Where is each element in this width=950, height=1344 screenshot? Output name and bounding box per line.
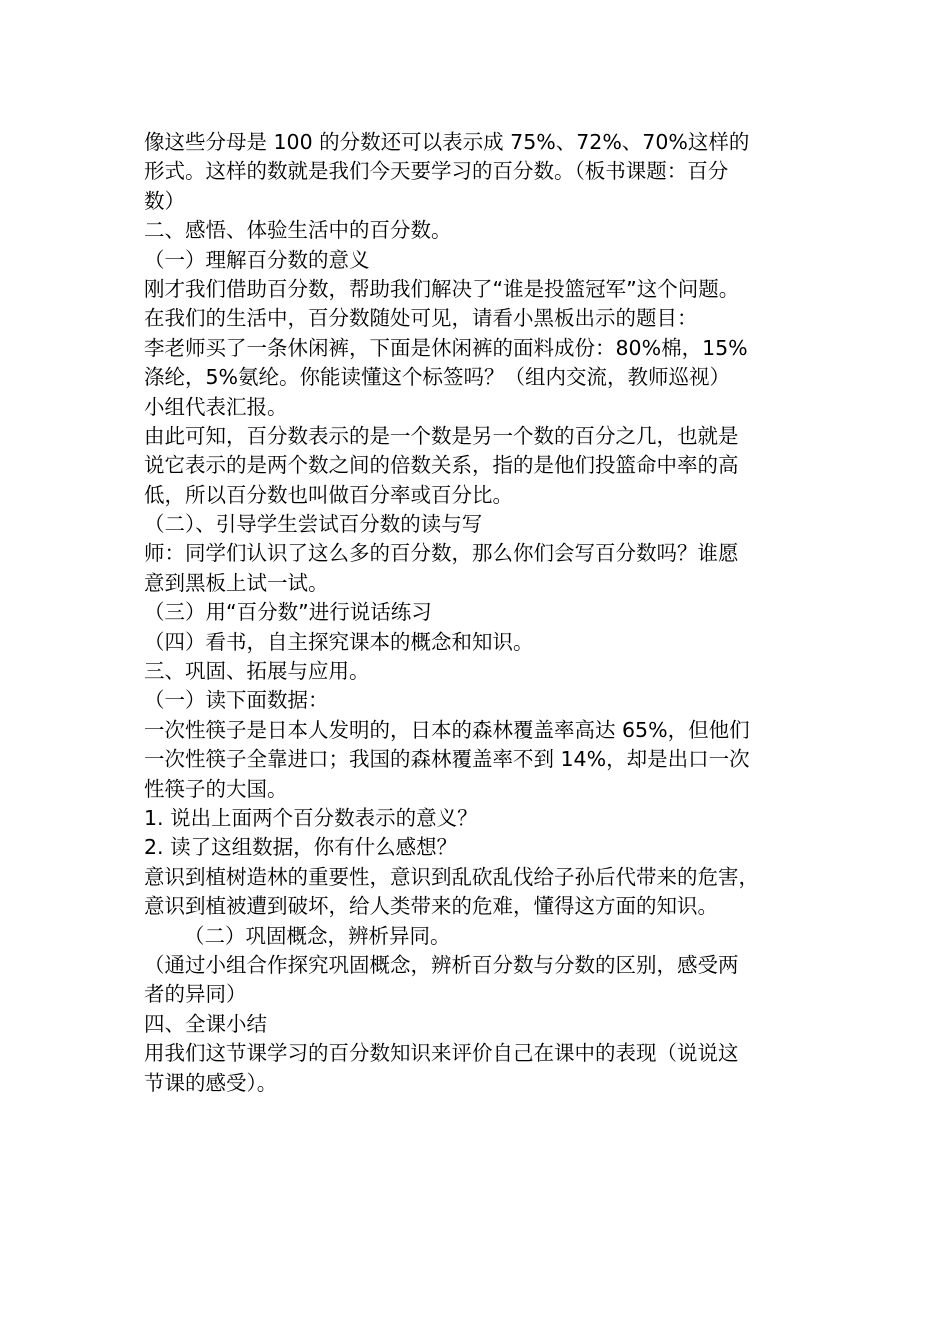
text-line: 像这些分母是 100 的分数还可以表示成 75%、72%、70%这样的 [144,130,750,154]
text-line: 李老师买了一条休闲裤，下面是休闲裤的面料成份：80%棉，15% [144,335,748,360]
document-body [144,128,808,1098]
question-item: 2. 读了这组数据，你有什么感想？ [144,835,458,860]
text-line: 由此可知，百分数表示的是一个数是另一个数的百分之几，也就是 [144,423,739,448]
subsection-heading: （二）巩固概念，辨析异同。 [184,923,451,948]
section-heading: 四、全课小结 [144,1011,267,1036]
text-line: 一次性筷子是日本人发明的，日本的森林覆盖率高达 65%，但他们 [144,717,750,742]
text-line: 一次性筷子全靠进口；我国的森林覆盖率不到 14%，却是出口一次 [144,747,750,772]
text-line: （通过小组合作探究巩固概念，辨析百分数与分数的区别，感受两 [144,952,739,977]
text-line: 刚才我们借助百分数，帮助我们解决了“谁是投篮冠军”这个问题。 [144,276,740,301]
text-line: 数） [144,188,185,213]
subsection-heading: （二）、引导学生尝试百分数的读与写 [144,512,483,537]
text-line: 节课的感受）。 [144,1070,278,1095]
text-line: 意识到植被遭到破坏，给人类带来的危难，懂得这方面的知识。 [144,894,718,919]
text-line: 说它表示的是两个数之间的倍数关系，指的是他们投篮命中率的高 [144,453,739,478]
text-line: 用我们这节课学习的百分数知识来评价自己在课中的表现（说说这 [144,1041,739,1066]
subsection-heading: （三）用“百分数”进行说话练习 [144,600,432,625]
text-line: 小组代表汇报。 [144,394,288,419]
subsection-heading: （四）看书，自主探究课本的概念和知识。 [144,629,534,654]
section-heading: 三、巩固、拓展与应用。 [144,659,370,684]
text-line: 性筷子的大国。 [144,776,288,801]
text-line: 涤纶，5%氨纶。你能读懂这个标签吗？（组内交流，教师巡视） [144,365,731,390]
text-line: 在我们的生活中，百分数随处可见，请看小黑板出示的题目： [144,306,698,331]
question-item: 1. 说出上面两个百分数表示的意义？ [144,805,478,830]
text-line: 师：同学们认识了这么多的百分数，那么你们会写百分数吗？谁愿 [144,541,739,566]
text-line: 意识到植树造林的重要性，意识到乱砍乱伐给子孙后代带来的危害， [144,864,759,889]
subsection-heading: （一）读下面数据： [144,688,329,713]
section-heading: 二、感悟、体验生活中的百分数。 [144,218,452,243]
text-line: 形式。这样的数就是我们今天要学习的百分数。（板书课题：百分 [144,159,729,184]
text-line: 低，所以百分数也叫做百分率或百分比。 [144,482,513,507]
text-line: 者的异同） [144,982,247,1007]
text-line: 意到黑板上试一试。 [144,570,329,595]
subsection-heading: （一）理解百分数的意义 [144,247,370,272]
